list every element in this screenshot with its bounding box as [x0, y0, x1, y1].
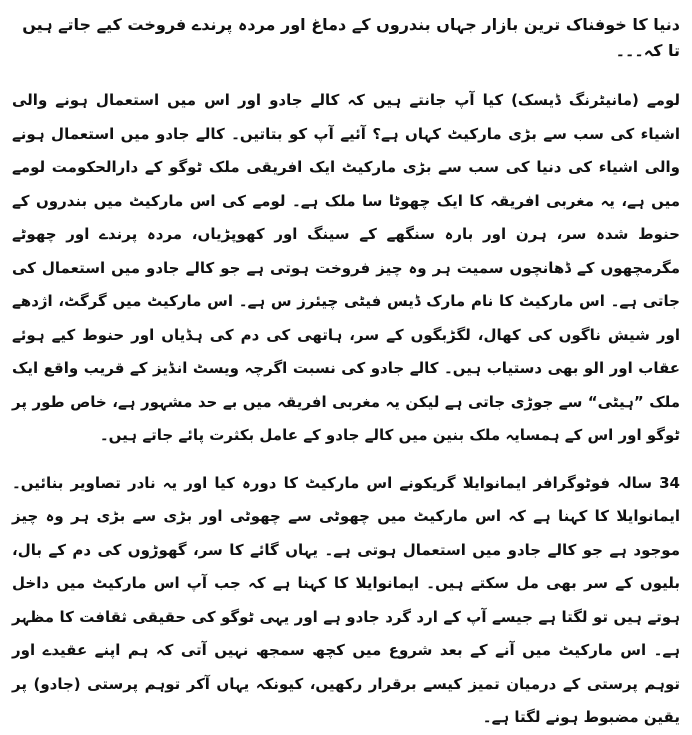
article-headline: دنیا کا خوفناک ترین بازار جہاں بندروں کے دماغ اور مردہ پرندے فروخت کیے جاتے ہیں تا کہ۔۔۔	[22, 15, 680, 60]
article-paragraph-1: لومے (مانیٹرنگ ڈیسک) کیا آپ جانتے ہیں کہ کالے جادو اور اس میں استعمال ہونے والی اشیاء کی سب سے بڑی مارکیٹ کہاں ہے؟ آئیے آپ کو بتاتیں۔ کالے جادو میں استعمال ہونے والی اشیاء کی دنیا کی سب سے بڑی مارکیٹ ایک افریقی ملک ٹوگو کے دارالحکومت لومے میں ہے، یہ مغربی افریقہ کا ایک چھوٹا سا ملک ہے۔ لومے کی اس مارکیٹ میں بندروں کے حنوط شدہ سر، ہرن اور بارہ سنگھے کے سینگ اور کھوپڑیاں، مردہ پرندے اور چھوٹے مگرمچھوں کے ڈھانچوں سمیت ہر وہ چیز فروخت ہوتی ہے جو کالے جادو میں استعمال کی جاتی ہے۔ اس مارکیٹ کا نام مارک ڈیس فیٹی چیئرز س ہے۔ اس مارکیٹ میں گرگٹ، اژدھے اور شیش ناگوں کی کھال، لگڑبگوں کے سر، ہاتھی کی دم کی ہڈیاں اور حنوط کیے ہوئے عقاب اور الو بھی دستیاب ہیں۔ کالے جادو کی نسبت اگرچہ ویسٹ انڈیز کے قریب واقع ایک ملک ”ہیٹی“ سے جوڑی جاتی ہے لیکن یہ مغربی افریقہ میں بے حد مشہور ہے، خاص طور پر ٹوگو اور اس کے ہمسایہ ملک بنین میں کالے جادو کے عامل بکثرت پائے جاتے ہیں۔	[12, 91, 680, 444]
article-paragraph-2: 34 سالہ فوٹوگرافر ایمانوایلا گریکونے اس مارکیٹ کا دورہ کیا اور یہ نادر تصاویر بنائیں۔ ایمانوایلا کا کہنا ہے کہ اس مارکیٹ میں چھوٹی سے چھوٹی اور بڑی سے بڑی ہر وہ چیز موجود ہے جو کالے جادو میں استعمال ہوتی ہے۔ یہاں گائے کا سر، گھوڑوں کی دم کے بال، بلیوں کے سر بھی مل سکتے ہیں۔ ایمانوایلا کا کہنا ہے کہ جب آپ اس مارکیٹ میں داخل ہوتے ہیں تو لگتا ہے جیسے آپ کے ارد گرد جادو ہے اور یہی ٹوگو کی حقیقی ثقافت کا مظہر ہے۔ اس مارکیٹ میں آنے کے بعد شروع میں کچھ سمجھ نہیں آتی کہ ہم اپنے عقیدے اور توہم پرستی کے درمیان تمیز کیسے برقرار رکھیں، کیونکہ یہاں آکر توہم پرستی (جادو) پر یقین مضبوط ہونے لگتا ہے۔	[12, 473, 680, 726]
